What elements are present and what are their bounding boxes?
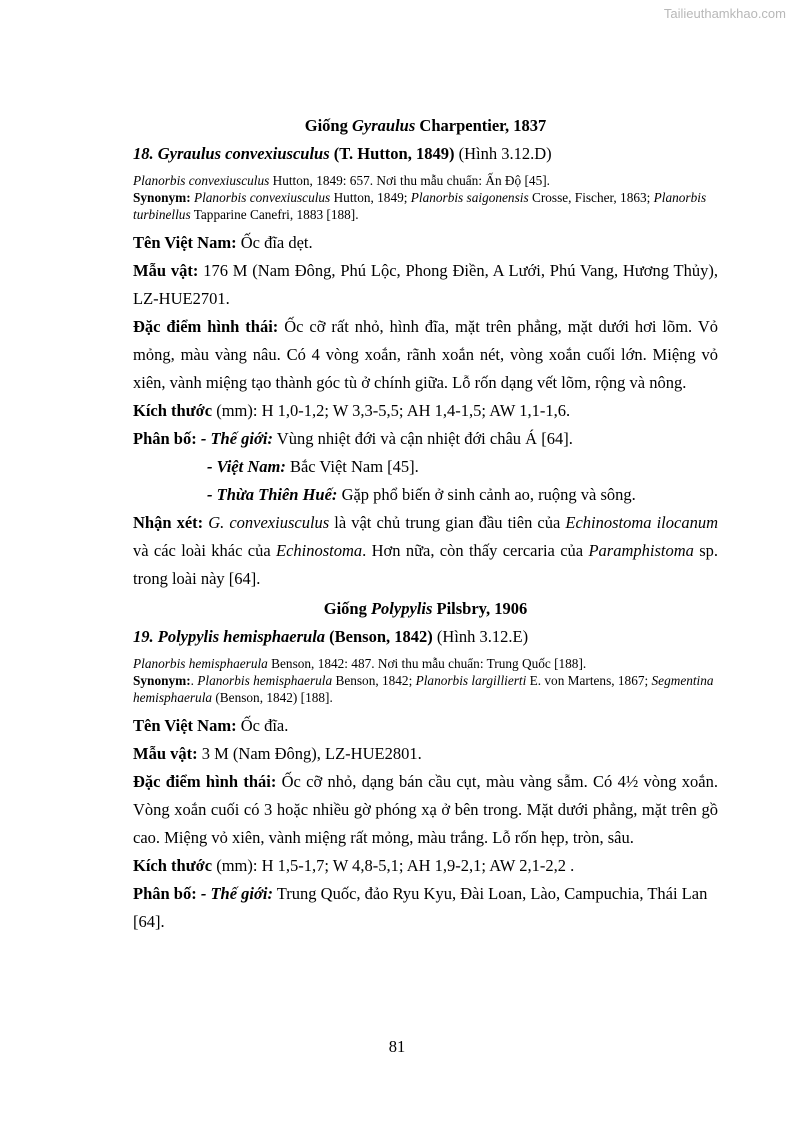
distribution-world: Phân bố: - Thế giới: Vùng nhiệt đới và cận nhiệt đới châu Á [64]. xyxy=(133,429,573,448)
vietnamese-name: Tên Việt Nam: Ốc đĩa. xyxy=(133,716,289,735)
remarks: Nhận xét: G. convexiusculus là vật chủ trung gian đầu tiên của Echinostoma ilocanum và các loài khác của Echinostoma. Hơn nữa, còn thấy cercaria của Paramphistoma sp. trong loài này [64]. xyxy=(133,513,719,588)
page-number: 81 xyxy=(388,1037,406,1056)
page-content xyxy=(133,110,718,936)
genus-heading-polypylis: Giống Polypylis Pilsbry, 1906 xyxy=(323,599,528,618)
vietnamese-name: Tên Việt Nam: Ốc đĩa dẹt. xyxy=(133,233,313,252)
specimens: Mẫu vật: 3 M (Nam Đông), LZ-HUE2801. xyxy=(133,744,422,763)
size: Kích thước (mm): H 1,0-1,2; W 3,3-5,5; AH 1,4-1,5; AW 1,1-1,6. xyxy=(133,401,571,420)
species-heading-19: 19. Polypylis hemisphaerula (Benson, 1842) (Hình 3.12.E) xyxy=(133,627,529,646)
distribution-world: Phân bố: - Thế giới: Trung Quốc, đảo Ryu Kyu, Đài Loan, Lào, Campuchia, Thái Lan [64]. xyxy=(133,884,708,931)
watermark: Tailieuthamkhao.com xyxy=(663,6,786,21)
size: Kích thước (mm): H 1,5-1,7; W 4,8-5,1; AH 1,9-2,1; AW 2,1-2,2 . xyxy=(133,856,575,875)
specimens: Mẫu vật: 176 M (Nam Đông, Phú Lộc, Phong Điền, A Lưới, Phú Vang, Hương Thủy), LZ-HUE2701. xyxy=(133,261,718,308)
type-reference: Planorbis convexiusculus Hutton, 1849: 657. Nơi thu mẫu chuẩn: Ấn Độ [45]. Synonym: Planorbis convexiusculus Hutton, 1849; Planorbis saigonensis Crosse, Fischer, 1863; Planorbis turbinellus Tapparine Canefri, 1883 [188]. xyxy=(133,173,707,222)
morphology: Đặc điểm hình thái: Ốc cỡ rất nhỏ, hình đĩa, mặt trên phẳng, mặt dưới hơi lõm. Vỏ mỏng, màu vàng nâu. Có 4 vòng xoắn, rãnh xoắn nét, vòng xoắn cuối lớn. Miệng vỏ xiên, vành miệng tạo thành góc tù ở chính giữa. Lỗ rốn dạng vết lõm, rộng và nông. xyxy=(133,317,718,392)
species-heading-18: 18. Gyraulus convexiusculus (T. Hutton, 1849) (Hình 3.12.D) xyxy=(133,144,552,163)
genus-heading-gyraulus: Giống Gyraulus Charpentier, 1837 xyxy=(304,116,547,135)
morphology: Đặc điểm hình thái: Ốc cỡ nhỏ, dạng bán cầu cụt, màu vàng sẫm. Có 4½ vòng xoắn. Vòng xoắn cuối có 3 hoặc nhiều gờ phóng xạ ở bên trong. Mặt dưới phẳng, mặt trên gồ cao. Miệng vỏ xiên, vành miệng rất mỏng, màu trắng. Lỗ rốn hẹp, tròn, sâu. xyxy=(133,772,718,847)
type-reference: Planorbis hemisphaerula Benson, 1842: 487. Nơi thu mẫu chuẩn: Trung Quốc [188]. Synonym:. Planorbis hemisphaerula Benson, 1842; Planorbis largillierti E. von Martens, 1867; Segmentina hemisphaerula (Benson, 1842) [188]. xyxy=(133,656,714,705)
distribution-hue: - Thừa Thiên Huế: Gặp phổ biến ở sinh cảnh ao, ruộng và sông. xyxy=(207,485,636,504)
distribution-vietnam: - Việt Nam: Bắc Việt Nam [45]. xyxy=(207,457,419,476)
